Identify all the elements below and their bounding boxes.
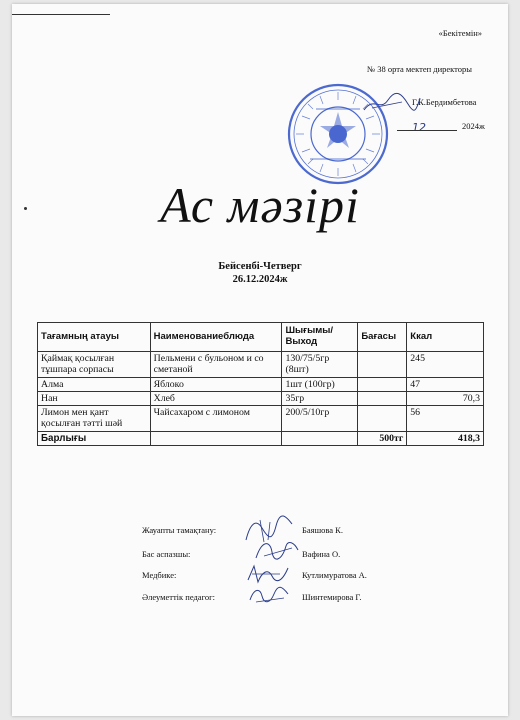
total-kcal: 418,3 <box>407 431 484 445</box>
cell-kcal: 70,3 <box>407 391 484 405</box>
cell-price <box>358 352 407 378</box>
approval-role: № 38 орта мектеп директоры <box>366 64 472 74</box>
director-name: Г.К.Бердимбетова <box>412 97 477 107</box>
handwritten-signature <box>246 582 292 606</box>
cell-kcal: 56 <box>407 406 484 432</box>
cell-yield: 130/75/5гр (8шт) <box>282 352 358 378</box>
cell-dish-kz: Қаймақ қосылған тұшпара сорпасы <box>38 352 151 378</box>
total-row <box>38 431 484 445</box>
approval-title: «Бекітемін» <box>438 28 482 38</box>
cell-yield: 35гр <box>282 391 358 405</box>
col-header-dish-ru: Наименованиеблюда <box>150 323 282 352</box>
cell-dish-kz: Лимон мен қант қосылған тәтті шәй <box>38 406 151 432</box>
table-header-row <box>38 323 484 352</box>
cell-yield: 1шт (100гр) <box>282 377 358 391</box>
official-seal <box>286 82 390 186</box>
total-price: 500тг <box>358 431 407 445</box>
menu-date: 26.12.2024ж <box>232 274 288 285</box>
total-empty <box>150 431 282 445</box>
cell-kcal: 47 <box>407 377 484 391</box>
signature-role: Әлеуметтік педагог: <box>142 592 215 602</box>
table-row <box>38 377 484 391</box>
total-empty <box>282 431 358 445</box>
table-row <box>38 406 484 432</box>
weekday: Бейсенбі-Четверг <box>218 261 302 272</box>
signature-name: Кутлимуратова А. <box>302 570 367 580</box>
signature-name: Шинтемирова Г. <box>302 592 362 602</box>
signature-role: Жауапты тамақтану: <box>142 525 217 535</box>
cell-dish-ru: Хлеб <box>150 391 282 405</box>
director-signature-line <box>12 4 110 15</box>
cell-dish-ru: Яблоко <box>150 377 282 391</box>
signature-role: Бас аспазшы: <box>142 549 191 559</box>
col-header-price: Бағасы <box>358 323 407 352</box>
approval-day: 12 <box>412 121 426 134</box>
table-row <box>38 391 484 405</box>
total-label: Барлығы <box>38 431 151 445</box>
cell-dish-ru: Пельмени с бульоном и со сметаной <box>150 352 282 378</box>
handwritten-signature <box>252 536 302 562</box>
signature-name: Баяшова К. <box>302 525 343 535</box>
approval-year: 2024ж <box>462 121 485 131</box>
menu-title: Ас мәзірі <box>160 177 360 233</box>
signature-role: Медбике: <box>142 570 177 580</box>
date-line <box>397 130 457 131</box>
cell-price <box>358 406 407 432</box>
speck <box>24 207 27 210</box>
table-row <box>38 352 484 378</box>
cell-kcal: 245 <box>407 352 484 378</box>
menu-table <box>37 322 484 446</box>
col-header-dish-kz: Тағамның атауы <box>38 323 151 352</box>
col-header-yield: Шығымы/ Выход <box>282 323 358 352</box>
col-header-kcal: Ккал <box>407 323 484 352</box>
cell-yield: 200/5/10гр <box>282 406 358 432</box>
cell-dish-kz: Нан <box>38 391 151 405</box>
signature-name: Вафина О. <box>302 549 341 559</box>
cell-dish-ru: Чайсахаром с лимоном <box>150 406 282 432</box>
menu-document <box>12 4 508 716</box>
cell-dish-kz: Алма <box>38 377 151 391</box>
cell-price <box>358 377 407 391</box>
cell-price <box>358 391 407 405</box>
